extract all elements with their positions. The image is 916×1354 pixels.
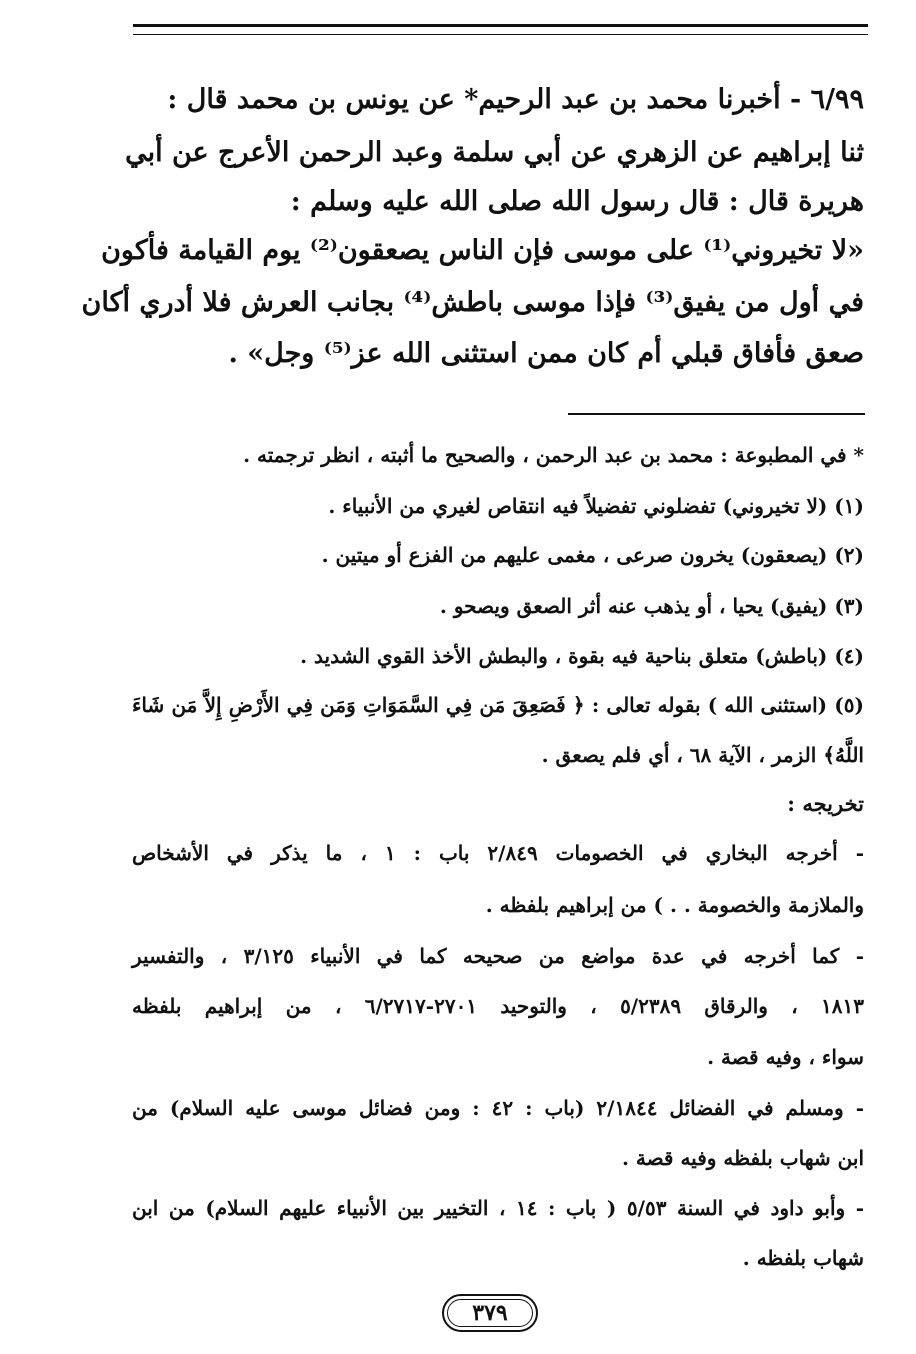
hadith-line: ٦/٩٩ - أخبرنا محمد بن عبد الرحيم* عن يونس بن محمد قال :: [167, 84, 864, 115]
hadith-line: «لا تخيروني⁽¹⁾ على موسى فإن الناس يصعقون⁽²⁾ يوم القيامة فأكون: [101, 235, 864, 266]
takhrij-line: ١٨١٣ ، والرقاق ٥/٢٣٨٩ ، والتوحيد ٢٧٠١-٦/٢٧١٧ ، من إبراهيم بلفظه: [132, 994, 864, 1018]
takhrij-line: - ومسلم في الفضائل ٢/١٨٤٤ (باب : ٤٢ : ومن فضائل موسى عليه السلام) من: [132, 1096, 864, 1120]
takhrij-line: - أخرجه البخاري في الخصومات ٢/٨٤٩ باب : ١ ، ما يذكر في الأشخاص: [132, 841, 864, 865]
takhrij-line: والملازمة والخصومة . . ) من إبراهيم بلفظه .: [485, 893, 864, 917]
footnote-separator: [568, 413, 865, 415]
footnote-line: اللَّهُ﴾ الزمر ، الآية ٦٨ ، أي فلم يصعق .: [541, 743, 864, 767]
takhrij-line: - كما أخرجه في عدة مواضع من صحيحه كما في الأنبياء ٣/١٢٥ ، والتفسير: [132, 944, 865, 968]
footnote-line: (٢) (يصعقون) يخرون صرعى ، مغمى عليهم من الفزع أو ميتين .: [321, 543, 864, 567]
footnote-line: (٤) (باطش) متعلق بناحية فيه بقوة ، والبطش الأخذ القوي الشديد .: [300, 644, 864, 668]
hadith-line: صعق فأفاق قبلي أم كان ممن استثنى الله عز⁽⁵⁾ وجل» .: [228, 338, 864, 369]
footnote-line: (٣) (يفيق) يحيا ، أو يذهب عنه أثر الصعق ويصحو .: [439, 594, 864, 618]
footnote-line: * في المطبوعة : محمد بن عبد الرحمن ، والصحيح ما أثبته ، انظر ترجمته .: [243, 443, 864, 467]
takhrij-line: شهاب بلفظه .: [742, 1246, 864, 1270]
page-number: ٣٧٩: [442, 1294, 538, 1332]
hadith-line: ثنا إبراهيم عن الزهري عن أبي سلمة وعبد الرحمن الأعرج عن أبي: [125, 137, 864, 168]
takhrij-line: ابن شهاب بلفظه وفيه قصة .: [621, 1146, 864, 1170]
hadith-line: هريرة قال : قال رسول الله صلى الله عليه وسلم :: [290, 186, 864, 217]
takhrij-line: - وأبو داود في السنة ٥/٥٣ ( باب : ١٤ ، التخيير بين الأنبياء عليهم السلام) من ابن: [132, 1196, 864, 1220]
hadith-line: في أول من يفيق⁽³⁾ فإذا موسى باطش⁽⁴⁾ بجانب العرش فلا أدري أكان: [81, 287, 864, 318]
header-rule-thick: [133, 24, 868, 27]
header-rule-thin: [133, 34, 868, 35]
takhrij-heading: تخريجه :: [787, 791, 864, 816]
footnote-line: (١) (لا تخيروني) تفضلوني تفضيلاً فيه انتقاص لغيري من الأنبياء .: [328, 494, 864, 518]
footnote-line: (٥) (استثنى الله ) بقوله تعالى : ﴿ فَصَعِقَ مَن فِي السَّمَوَاتِ وَمَن فِي الأَرْضِ إِلاَّ مَن شَاءَ: [132, 693, 864, 717]
takhrij-line: سواء ، وفيه قصة .: [707, 1045, 864, 1069]
